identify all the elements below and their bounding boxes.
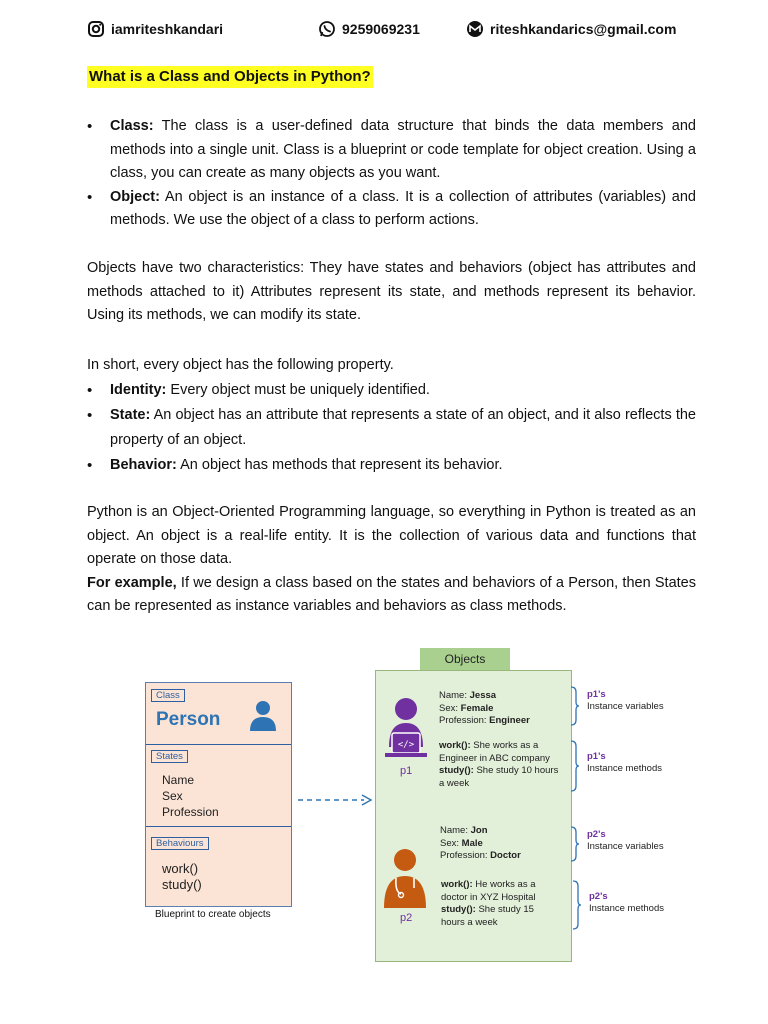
kind-label: Instance variables [587,841,664,852]
class-name: Person [156,709,221,730]
p2-work-key: work(): [441,879,473,890]
p1-sex-key: Sex: [439,702,461,714]
blueprint-label: Blueprint to create objects [155,909,271,920]
paragraph: Objects have two characteristics: They have states and behaviors (object has attributes and methods attached to it) Attributes represent its state, and methods represent its behavior. Using its methods, we can modify its state. [87,260,696,323]
whatsapp-contact[interactable] [318,20,420,38]
state-field: Sex [162,789,183,803]
class-box [145,682,292,907]
bullet-text: An object has an attribute that represents a state of an object, and it also reflects the property of an object. [110,407,696,448]
dashed-arrow [298,794,373,806]
list-item [87,378,696,403]
list-item [87,403,696,453]
behaviours-tag: Behaviours [151,837,209,850]
contact-header [0,20,768,44]
p2-profession-value: Doctor [490,850,521,861]
p2-name-value: Jon [470,825,488,836]
method-field: study() [162,877,202,892]
bullet-term: Behavior: [110,457,177,473]
instagram-contact[interactable] [87,20,223,38]
p2-study-key: study(): [441,904,476,915]
p1-work-key: work(): [439,740,471,751]
p1-study-value: She study 10 hours a week [439,765,559,789]
p1-name-value: Jessa [469,690,497,701]
characteristics-section [87,257,696,328]
svg-text:</>: </> [397,740,415,750]
instagram-icon [87,20,105,38]
owner-label: p2's [587,829,606,840]
p1-work-value: She works as a Engineer in ABC company [439,740,550,764]
owner-label: p2's [589,891,608,902]
class-section [146,683,291,745]
properties-section [87,353,696,478]
example-text: If we design a class based on the states and behaviors of a Person, then States can be represented as instance variables and behaviors as class methods. [87,574,696,614]
p2-sex-value: Male [461,837,483,849]
p2-label: p2 [400,912,413,924]
bullet-text: An object is an instance of a class. It is a collection of attributes (variables) and methods. We use the object of a class to perform actions. [110,188,696,228]
instagram-handle: iamriteshkandari [111,21,224,37]
engineer-avatar-icon [383,695,429,763]
paragraph [87,572,696,619]
owner-label: p1's [587,751,606,762]
python-oop-section [87,501,696,619]
p2-sex-key: Sex: [440,837,462,849]
p1-label: p1 [400,765,413,777]
p1-methods-label [587,751,662,775]
states-tag: States [151,750,188,763]
p1-profession-key: Profession: [439,715,490,726]
class-object-diagram [140,648,700,968]
bullet-text: The class is a user-defined data structure that binds the data members and methods into a single unit. Class is a blueprint or code template for object creation. Using a class, you can create as many objects as you want. [110,118,696,181]
state-field: Profession [162,805,219,819]
objects-header: Objects [420,648,510,670]
p2-work-value: He works as a doctor in XYZ Hospital [441,879,536,903]
kind-label: Instance variables [587,701,664,712]
bullet-text: Every object must be uniquely identified. [166,382,430,398]
list-item [87,453,696,478]
p1-study-key: study(): [439,765,474,776]
p2-instance-methods [441,879,553,929]
bullet-term: Class: [110,118,154,134]
brace-icon [570,686,580,726]
paragraph: In short, every object has the following property. [87,357,394,373]
p2-methods-label [589,891,664,915]
email-address: riteshkandarics@gmail.com [490,21,677,37]
p1-sex-value: Female [460,702,494,714]
behaviours-section [146,828,291,905]
kind-label: Instance methods [589,903,664,914]
list-item [87,186,696,233]
bullet-term: State: [110,407,151,423]
intro-section [87,115,696,233]
whatsapp-icon [318,20,336,38]
property-bullet-list [87,378,696,478]
person-icon [249,700,277,732]
p2-name-key: Name: [440,825,471,836]
p1-instance-methods [439,740,561,790]
method-field: work() [162,861,199,876]
bullet-term: Object: [110,188,160,205]
email-icon [466,20,484,38]
p2-study-value: She study 15 hours a week [441,904,534,928]
state-field: Name [162,773,195,787]
states-section [146,745,291,827]
brace-icon [572,880,582,930]
whatsapp-number: 9259069231 [342,21,420,37]
email-contact[interactable] [466,20,676,38]
owner-label: p1's [587,689,606,700]
kind-label: Instance methods [587,763,662,774]
paragraph: Python is an Object-Oriented Programming language, so everything in Python is treated as an object. An object is a real-life entity. It is the collection of various data and functions that operate on those data. [87,504,696,567]
p1-name-key: Name: [439,690,470,701]
brace-icon [570,826,580,862]
example-lead: For example, [87,574,177,591]
p1-profession-value: Engineer [489,715,530,726]
list-item [87,115,696,186]
p2-instance-variables [440,825,570,863]
page-title: What is a Class and Objects in Python? [87,66,373,88]
intro-bullet-list [87,115,696,233]
p2-profession-key: Profession: [440,850,491,861]
class-tag: Class [151,689,185,702]
bullet-text: An object has methods that represent its behavior. [176,457,503,473]
p1-vars-label [587,689,664,713]
p1-instance-variables [439,690,569,728]
bullet-term: Identity: [110,382,167,398]
p2-vars-label [587,829,664,853]
doctor-avatar-icon [381,846,429,910]
brace-icon [570,740,580,792]
